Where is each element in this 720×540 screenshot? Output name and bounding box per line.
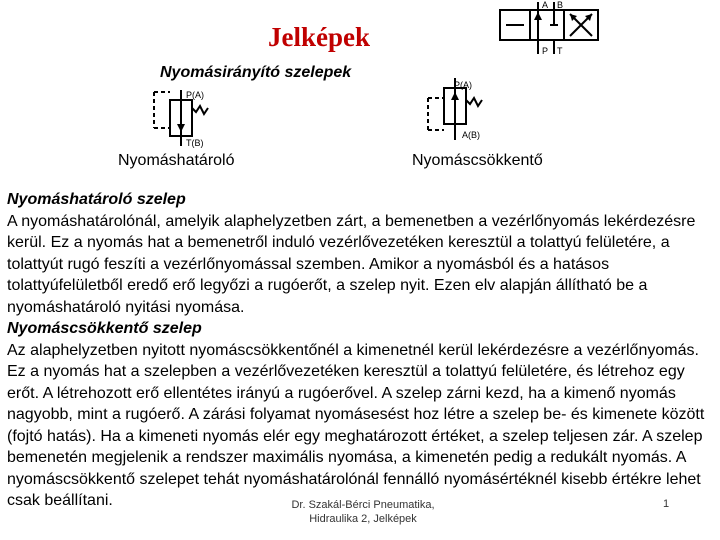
valve-box-middle xyxy=(530,10,564,40)
footer-line-1: Dr. Szakál-Bérci Pneumatika, xyxy=(291,499,435,511)
body-text xyxy=(7,189,717,512)
port-p-label: P xyxy=(542,46,549,56)
section-text-reducer: Az alaphelyzetben nyitott nyomáscsökkentőnél a kimenetnél kerül lekérdezésre a vezérlőnyomás. Ez a nyomás hat a szelepben a vezérlővezetéken keresztül a tolattyú felületére, és létrehoz egy erőt. A létrehozott erő ellentétes irányú a rugóerővel. A szelep zárni kezd, ha a kimenő nyomás nagyobb, mint a rugóerő. A zárási folyamat nyomásesést hoz létre a szelep be- és kimenete között (fojtó hatás). Ha a kimeneti nyomás elér egy meghatározott értéket, a szelep teljesen zár. A szelep bemenetén megjelenik a rendszer maximális nyomása, a kimenetén pedig a redukált nyomás. A nyomáscsökkentő szelepet tehát nyomáshatárolónál fennálló nyomásértéknél kisebb értékre lehet csak beállítani. xyxy=(7,341,705,509)
pressure-reducing-valve-symbol xyxy=(424,74,514,144)
relief-port-in-label: P(A) xyxy=(186,90,204,100)
page-title: Jelképek xyxy=(268,22,371,52)
port-a-label: A xyxy=(542,0,549,10)
footer-line-2: Hidraulika 2, Jelképek xyxy=(309,513,417,525)
directional-valve-symbol xyxy=(496,0,604,58)
footer xyxy=(258,498,468,526)
page-number: 1 xyxy=(663,498,670,510)
symbols-subtitle: Nyomásirányító szelepek xyxy=(160,64,352,81)
port-b-label: B xyxy=(557,0,564,10)
relief-port-out-label: T(B) xyxy=(186,138,204,148)
reducer-port-out-label: A(B) xyxy=(462,130,480,140)
pressure-relief-valve-symbol xyxy=(150,86,230,150)
section-heading-reducer: Nyomáscsökkentő szelep xyxy=(7,320,202,337)
reducing-valve-caption: Nyomáscsökkentő xyxy=(412,152,543,169)
section-heading-relief: Nyomáshatároló szelep xyxy=(7,191,186,208)
reducer-port-in-label: P(A) xyxy=(454,80,472,90)
port-t-label: T xyxy=(557,46,563,56)
section-text-relief: A nyomáshatárolónál, amelyik alaphelyzetben zárt, a bemenetben a vezérlőnyomás lekérdezésre kerül. Ez a nyomás hat a bemenetről induló vezérlővezetéken keresztül a tolattyú felületére, a tolattyút rugó feszíti a vezérlőnyomással szemben. Amikor a nyomásból és a hatásos tolattyúfelületből eredő erő legyőzi a rugóerőt, a szelep nyit. Ezen elv alapján állítható be a nyomáshatároló nyitási nyomása. xyxy=(7,212,696,316)
relief-valve-caption: Nyomáshatároló xyxy=(118,152,235,169)
